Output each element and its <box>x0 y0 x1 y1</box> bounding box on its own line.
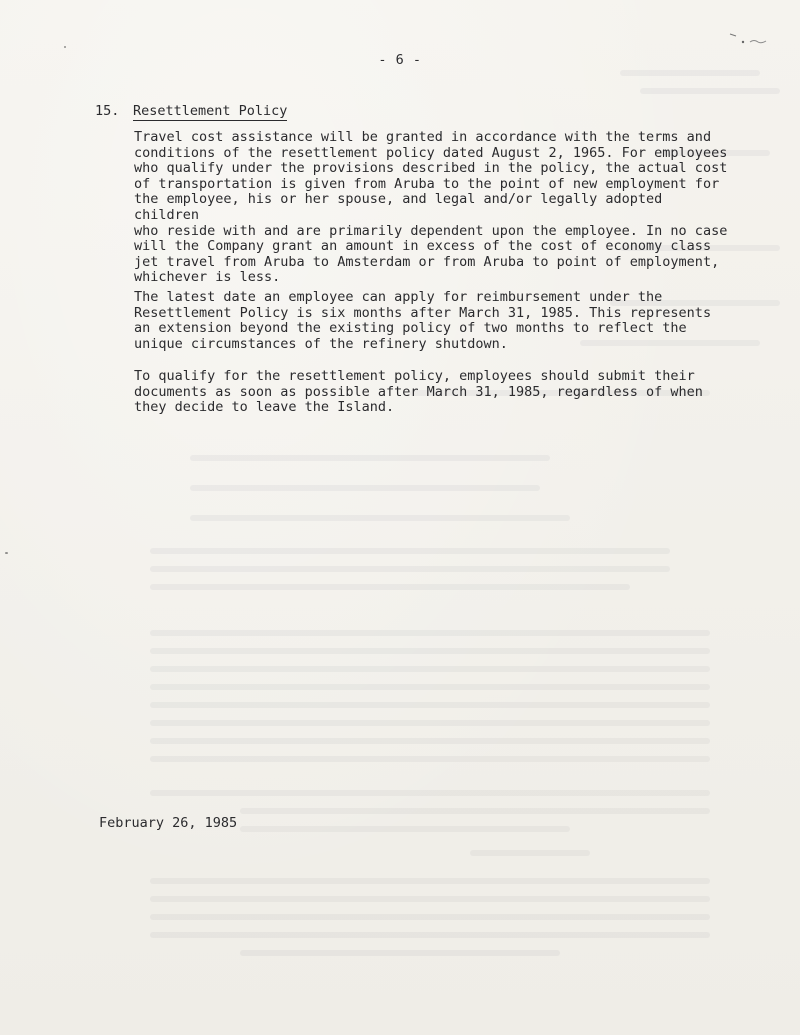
page-number: - 6 - <box>378 52 422 68</box>
document-date: February 26, 1985 <box>99 815 238 831</box>
paragraph-travel-cost: Travel cost assistance will be granted in accordance with the terms and conditions of the resettlement policy dated August 2, 1965. For employees who qualify under the provisions described in the policy, the actual cost of transportation is given from Aruba to the point of new employment for the employee, his or her spouse, and legal and/or legally adopted children who reside with and are primarily dependent upon the employee. In no case will the Company grant an amount in excess of the cost of economy class jet travel from Aruba to Amsterdam or from Aruba to point of employment, whichever is less. <box>134 129 728 286</box>
section-title: Resettlement Policy <box>133 103 288 119</box>
section-number: 15. <box>95 103 120 119</box>
paragraph-reimbursement-deadline: The latest date an employee can apply for reimbursement under the Resettlement Policy is six months after March 31, 1985. This represents an extension beyond the existing policy of two months to reflect the unique circumstances of the refinery shutdown. <box>134 289 712 352</box>
paper-speck <box>5 552 8 554</box>
paragraph-qualification: To qualify for the resettlement policy, employees should submit their documents as soon as possible after March 31, 1985, regardless of when they decide to leave the Island. <box>134 368 703 416</box>
pencil-mark-icon <box>728 30 770 48</box>
paper-speck <box>64 46 66 48</box>
